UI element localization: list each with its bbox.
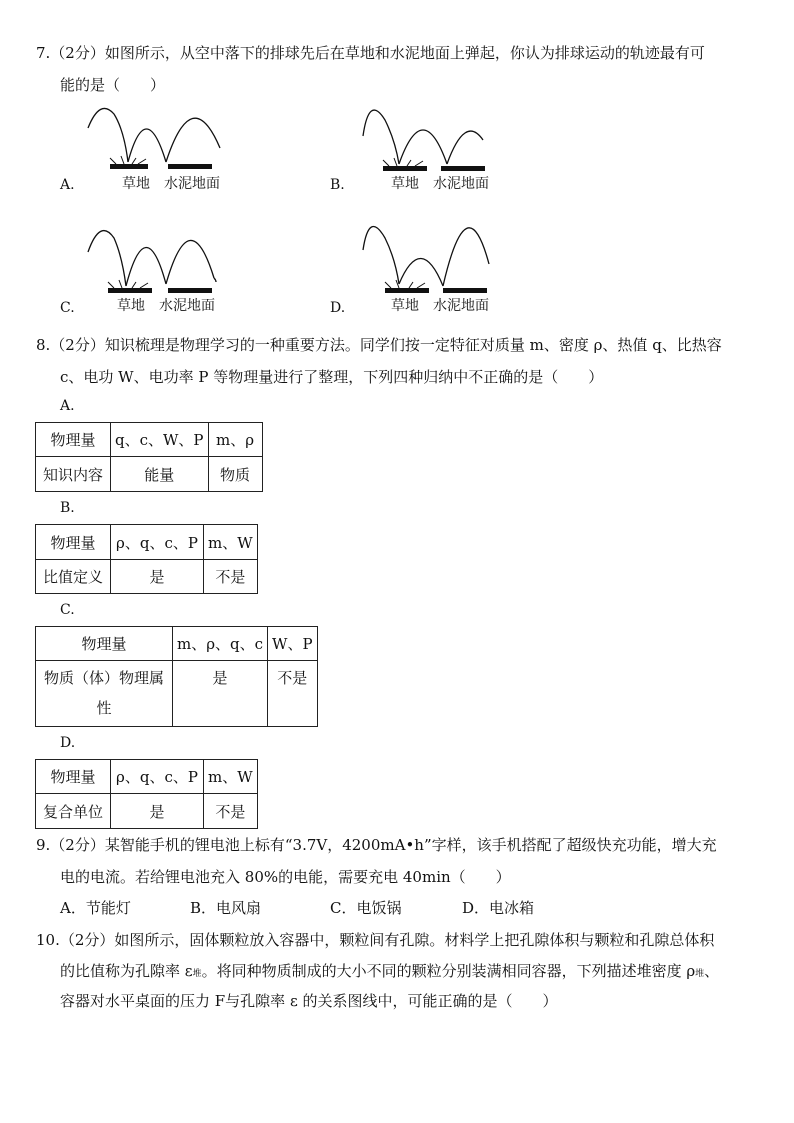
grass-blades — [385, 280, 425, 288]
concrete-ground — [441, 166, 485, 171]
q9-option-b[interactable]: B．电风扇 — [190, 899, 262, 917]
table-cell: 比值定义 — [36, 560, 111, 594]
table-cell: 能量 — [111, 457, 209, 492]
q9-stem-line2: 电的电流。若给锂电池充入 80%的电能，需要充电 40min（ ） — [60, 868, 511, 886]
option-d-label[interactable]: D. — [330, 300, 346, 316]
text-run: 。将同种物质制成的大小不同的颗粒分别装满相同容器，下列描述堆密度 ρ — [201, 962, 696, 980]
q7-figure-b — [355, 100, 525, 180]
q9-option-a[interactable]: A．节能灯 — [60, 899, 131, 917]
q7-figure-c — [80, 222, 250, 302]
q7-stem-line1: 7.（2分）如图所示，从空中落下的排球先后在草地和水泥地面上弹起，你认为排球运动的轨迹最有可 — [36, 44, 705, 62]
trajectory-path — [399, 130, 447, 164]
q7-stem-line2: 能的是（ ） — [60, 76, 166, 94]
grass-ground — [383, 166, 427, 171]
trajectory-path — [88, 108, 128, 162]
table-cell: 是 — [111, 560, 204, 594]
q8-table-c — [35, 626, 318, 727]
grass-ground — [385, 288, 429, 293]
table-cell: q、c、W、P — [111, 423, 209, 457]
table-cell: 不是 — [204, 794, 258, 829]
table-cell: 物质 — [208, 457, 262, 492]
table-cell: m、ρ、q、c — [173, 627, 268, 661]
concrete-ground — [168, 288, 212, 293]
q8-table-d — [35, 759, 258, 829]
trajectory-path — [363, 110, 399, 164]
table-cell: 物理量 — [36, 423, 111, 457]
grass-blades — [383, 158, 423, 166]
concrete-label: 水泥地面 — [433, 298, 489, 314]
q8-table-b — [35, 524, 258, 594]
grass-ground — [108, 288, 152, 293]
concrete-label: 水泥地面 — [164, 176, 220, 192]
q9-option-d[interactable]: D．电冰箱 — [462, 899, 535, 917]
table-cell: 不是 — [204, 560, 258, 594]
trajectory-path — [447, 131, 483, 164]
q8-table-a — [35, 422, 263, 492]
trajectory-path — [363, 226, 399, 284]
table-cell: 不是 — [268, 661, 318, 727]
table-cell: W、P — [268, 627, 318, 661]
grass-ground — [110, 164, 148, 169]
q10-stem-line1: 10.（2分）如图所示，固体颗粒放入容器中，颗粒间有孔隙。材料学上把孔隙体积与颗粒和孔隙总体积 — [36, 931, 715, 949]
table-cell: 是 — [111, 794, 204, 829]
grass-label: 草地 — [391, 298, 419, 314]
table-cell: ρ、q、c、P — [111, 760, 204, 794]
text-run: 、 — [704, 962, 720, 980]
trajectory-path — [128, 129, 166, 162]
table-cell: ρ、q、c、P — [111, 525, 204, 560]
trajectory-path — [126, 247, 166, 286]
q7-figure-d — [355, 212, 525, 302]
concrete-ground — [443, 288, 487, 293]
subscript: 堆 — [695, 969, 705, 979]
q7-figure-a — [80, 100, 250, 180]
q9-stem-line1: 9.（2分）某智能手机的锂电池上标有“3.7V，4200mA•h”字样，该手机搭配了超级快充功能，增大充 — [36, 836, 717, 854]
table-cell: 是 — [173, 661, 268, 727]
q10-stem-line2 — [60, 961, 719, 984]
concrete-label: 水泥地面 — [433, 176, 489, 192]
option-c-label[interactable]: C. — [60, 300, 75, 316]
trajectory-path — [166, 240, 214, 284]
grass-label: 草地 — [391, 176, 419, 192]
grass-label: 草地 — [122, 176, 150, 192]
option-a-label[interactable]: A. — [60, 398, 75, 414]
option-c-label[interactable]: C. — [60, 602, 75, 618]
option-d-label[interactable]: D. — [60, 735, 76, 751]
table-cell — [36, 661, 173, 727]
trajectory-path — [443, 228, 489, 286]
table-cell: 复合单位 — [36, 794, 111, 829]
table-cell: m、W — [204, 760, 258, 794]
q8-stem-line2: c、电功 W、电功率 P 等物理量进行了整理，下列四种归纳中不正确的是（ ） — [60, 368, 604, 386]
trajectory-path — [399, 258, 443, 286]
table-cell: 物理量 — [36, 525, 111, 560]
q8-stem-line1: 8.（2分）知识梳理是物理学习的一种重要方法。同学们按一定特征对质量 m、密度 ρ、热值 q、比热容 — [36, 336, 722, 354]
text-run: 的比值称为孔隙率 ε — [60, 962, 193, 980]
grass-blades — [108, 280, 148, 288]
cell-text: 物质（体）物理属 — [43, 669, 164, 687]
option-b-label[interactable]: B. — [330, 177, 345, 193]
table-cell: 知识内容 — [36, 457, 111, 492]
table-cell: m、ρ — [208, 423, 262, 457]
cell-text: 性 — [96, 699, 112, 717]
q9-option-c[interactable]: C．电饭锅 — [330, 899, 402, 917]
option-a-label[interactable]: A. — [60, 177, 75, 193]
table-cell: 物理量 — [36, 760, 111, 794]
trajectory-path — [166, 118, 220, 162]
concrete-label: 水泥地面 — [159, 298, 215, 314]
trajectory-path — [88, 231, 126, 286]
option-b-label[interactable]: B. — [60, 500, 75, 516]
table-cell: 物理量 — [36, 627, 173, 661]
subscript: 堆 — [192, 969, 202, 979]
q10-stem-line3: 容器对水平桌面的压力 F与孔隙率 ε 的关系图线中，可能正确的是（ ） — [60, 992, 558, 1010]
concrete-ground — [168, 164, 212, 169]
grass-label: 草地 — [117, 298, 145, 314]
table-cell: m、W — [204, 525, 258, 560]
